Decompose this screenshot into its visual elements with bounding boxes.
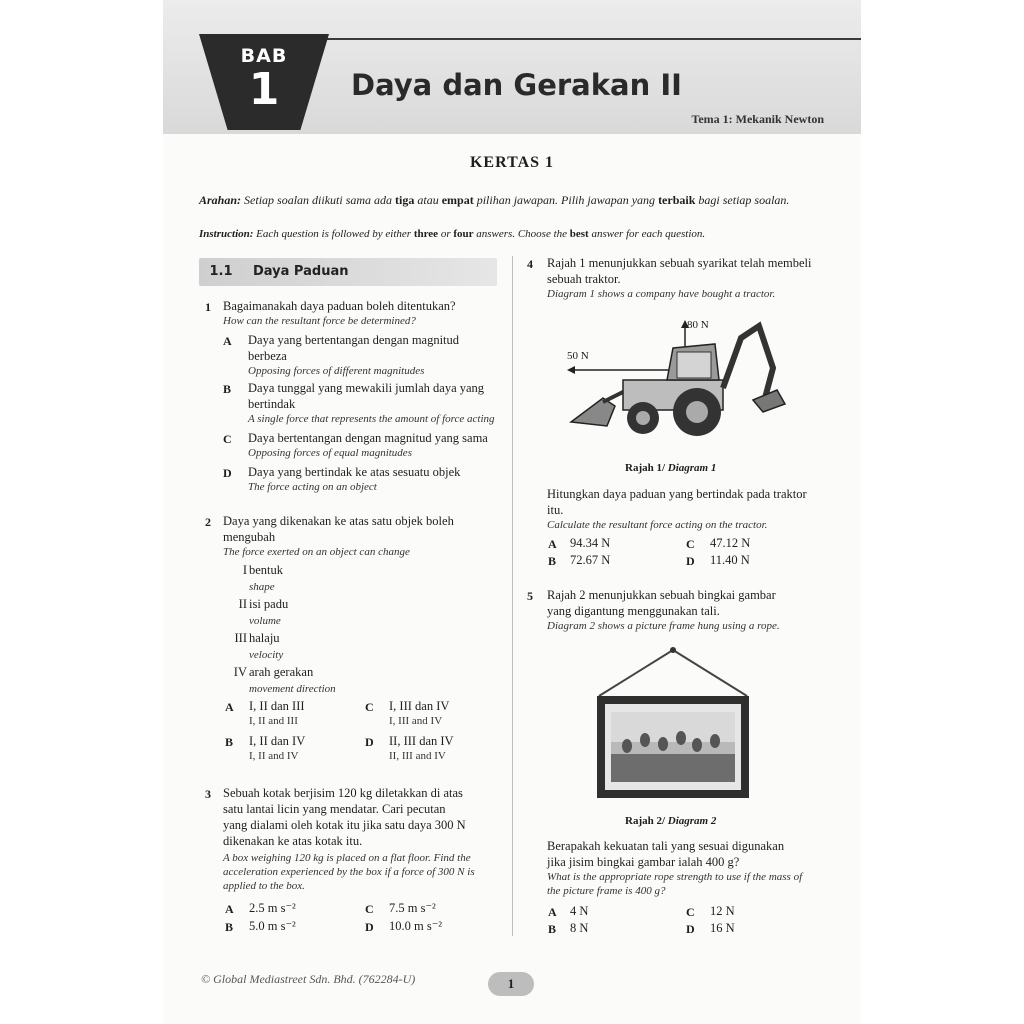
option-letter: D xyxy=(365,920,374,934)
option-a xyxy=(248,332,500,378)
statement-text: arah gerakan xyxy=(249,665,314,679)
statement-item xyxy=(249,596,449,628)
question-3 xyxy=(223,785,501,893)
roman-numeral: IV xyxy=(233,665,247,679)
option-letter: C xyxy=(223,432,232,446)
option-text: Daya tunggal yang mewakili jumlah daya yang xyxy=(248,381,485,395)
option-text-english: The force acting on an object xyxy=(248,481,377,493)
statement-text-english: shape xyxy=(249,581,275,593)
rope-right xyxy=(673,650,747,696)
statement-item xyxy=(249,664,449,696)
option-letter: C xyxy=(365,902,374,916)
option-c: 7.5 m s⁻² xyxy=(389,901,436,915)
option-letter: C xyxy=(686,537,695,551)
question-text: jika jisim bingkai gambar ialah 400 g? xyxy=(547,855,740,869)
statement-text: halaju xyxy=(249,631,280,645)
instructions-emphasis: best xyxy=(569,228,589,240)
option-d: 16 N xyxy=(710,921,735,935)
instructions-emphasis: tiga xyxy=(395,193,415,207)
instructions-english-label: Instruction: xyxy=(199,228,254,240)
option-letter: B xyxy=(225,920,234,934)
question-number: 5 xyxy=(527,589,533,603)
question-5-prompt xyxy=(547,838,827,898)
option-d xyxy=(389,733,501,763)
question-text-english: The force exerted on an object can change xyxy=(223,546,410,558)
option-text-english: II, III and IV xyxy=(389,750,446,762)
instructions-text: bagi setiap soalan. xyxy=(698,193,790,207)
nail xyxy=(670,647,676,653)
section-name: Daya Paduan xyxy=(253,264,349,279)
force-label-left: 50 N xyxy=(567,350,589,362)
option-letter: B xyxy=(548,922,557,936)
question-text: Rajah 1 menunjukkan sebuah syarikat telah membeli xyxy=(547,256,812,270)
question-text-english: A box weighing 120 kg is placed on a flat floor. Find the xyxy=(223,852,471,864)
question-text: dikenakan ke atas kotak itu. xyxy=(223,834,363,848)
option-b xyxy=(248,380,500,426)
column-divider xyxy=(512,256,513,936)
document-page xyxy=(163,0,861,1024)
question-5 xyxy=(547,587,827,633)
question-text-english: How can the resultant force be determined? xyxy=(223,315,416,327)
paper-title: KERTAS 1 xyxy=(469,154,555,171)
question-text: Hitungkan daya paduan yang bertindak pada traktor xyxy=(547,487,807,501)
option-letter: D xyxy=(365,735,374,749)
option-a: 4 N xyxy=(570,904,589,918)
instructions-text: or xyxy=(440,228,451,240)
force-label-up: 80 N xyxy=(687,319,709,331)
option-text: Daya yang bertentangan dengan magnitud xyxy=(248,333,460,347)
option-text: berbeza xyxy=(248,349,287,363)
cab-window xyxy=(677,352,711,378)
tractor-diagram xyxy=(563,318,793,448)
instructions-malay-label: Arahan: xyxy=(199,193,242,207)
option-text-english: I, III and IV xyxy=(389,715,443,727)
question-text: Berapakah kekuatan tali yang sesuai digunakan xyxy=(547,839,785,853)
option-text: Daya bertentangan dengan magnitud yang sama xyxy=(248,431,488,445)
question-text: Bagaimanakah daya paduan boleh ditentukan? xyxy=(223,299,456,313)
publisher-credit: © Global Mediastreet Sdn. Bhd. (762284-U) xyxy=(201,972,416,986)
option-letter: A xyxy=(225,902,234,916)
instructions-text: pilihan jawapan. Pilih jawapan yang xyxy=(476,193,656,207)
photo-foliage xyxy=(611,754,735,782)
section-number: 1.1 xyxy=(209,264,233,279)
option-text-english: I, II and IV xyxy=(249,750,299,762)
instructions-emphasis: four xyxy=(453,228,474,240)
question-text-english: acceleration experienced by the box if a force of 300 N is xyxy=(223,866,475,878)
question-4 xyxy=(547,255,827,301)
option-b xyxy=(249,733,359,763)
question-text: satu lantai licin yang mendatar. Cari pecutan xyxy=(223,802,446,816)
instructions-text: Setiap soalan diikuti sama ada xyxy=(244,193,393,207)
roman-numeral: III xyxy=(234,631,247,645)
option-b: 8 N xyxy=(570,921,589,935)
option-c: 47.12 N xyxy=(710,536,751,550)
question-number: 1 xyxy=(205,300,211,314)
force-arrowhead-left xyxy=(567,366,575,374)
option-letter: D xyxy=(686,922,695,936)
backhoe-bucket xyxy=(753,390,785,412)
option-d xyxy=(248,464,500,494)
question-text: Sebuah kotak berjisim 120 kg diletakkan di atas xyxy=(223,786,463,800)
option-letter: B xyxy=(223,382,232,396)
page-number: 1 xyxy=(488,972,534,996)
option-text-english: A single force that represents the amount of force acting xyxy=(248,413,495,425)
statement-text-english: volume xyxy=(249,615,281,627)
option-letter: A xyxy=(223,334,232,348)
roman-numeral: II xyxy=(238,597,247,611)
loader-bucket xyxy=(571,398,615,426)
statement-text: isi padu xyxy=(249,597,289,611)
figure-caption xyxy=(625,462,716,474)
question-text-english: What is the appropriate rope strength to use if the mass of xyxy=(547,871,803,883)
instructions-text: answers. Choose the xyxy=(476,228,568,240)
rope-left xyxy=(599,650,673,696)
picture-frame-diagram xyxy=(593,642,753,802)
header-rule xyxy=(323,38,861,40)
question-number: 2 xyxy=(205,515,211,529)
option-letter: B xyxy=(225,735,234,749)
question-text: yang digantung menggunakan tali. xyxy=(547,604,720,618)
question-number: 4 xyxy=(527,257,533,271)
instructions-emphasis: empat xyxy=(441,193,474,207)
option-a: 94.34 N xyxy=(570,536,611,550)
chapter-theme: Tema 1: Mekanik Newton xyxy=(691,112,824,126)
question-text: Daya yang dikenakan ke atas satu objek boleh xyxy=(223,514,454,528)
instructions-text: answer for each question. xyxy=(591,228,706,240)
question-text: mengubah xyxy=(223,530,276,544)
statement-text-english: movement direction xyxy=(249,683,336,695)
instructions-emphasis: three xyxy=(413,228,439,240)
option-letter: D xyxy=(223,466,232,480)
option-d: 10.0 m s⁻² xyxy=(389,919,443,933)
section-header xyxy=(199,258,497,286)
question-text: Rajah 2 menunjukkan sebuah bingkai gambar xyxy=(547,588,776,602)
statement-item xyxy=(249,562,449,594)
option-letter: A xyxy=(548,905,557,919)
instructions-text: Each question is followed by either xyxy=(256,228,412,240)
option-letter: B xyxy=(548,554,557,568)
option-text: Daya yang bertindak ke atas sesuatu objek xyxy=(248,465,461,479)
option-text-english: Opposing forces of different magnitudes xyxy=(248,365,425,377)
question-text: sebuah traktor. xyxy=(547,272,621,286)
option-c: 12 N xyxy=(710,904,735,918)
option-c xyxy=(389,698,501,728)
question-text-english: applied to the box. xyxy=(223,880,305,892)
figure-caption xyxy=(625,815,716,827)
backhoe-arm xyxy=(723,326,773,398)
question-2 xyxy=(223,513,501,559)
option-letter: D xyxy=(686,554,695,568)
question-1 xyxy=(223,298,501,328)
option-d: 11.40 N xyxy=(710,553,750,567)
option-text: II, III dan IV xyxy=(389,734,454,748)
statement-item xyxy=(249,630,449,662)
option-text-english: I, II and III xyxy=(249,715,298,727)
question-text: yang dialami oleh kotak itu jika satu daya 300 N xyxy=(223,818,466,832)
option-text-english: Opposing forces of equal magnitudes xyxy=(248,447,412,459)
front-wheel-hub xyxy=(636,411,650,425)
chapter-title: Daya dan Gerakan II xyxy=(351,68,682,102)
option-c xyxy=(248,430,500,460)
rear-wheel-hub xyxy=(686,401,708,423)
instructions-english xyxy=(199,226,823,242)
question-4-prompt xyxy=(547,486,827,532)
question-text-english: Diagram 2 shows a picture frame hung using a rope. xyxy=(547,620,780,632)
statement-text-english: velocity xyxy=(249,649,284,661)
question-text-english: Calculate the resultant force acting on the tractor. xyxy=(547,519,768,531)
instructions-malay xyxy=(199,192,823,208)
question-text-english: Diagram 1 shows a company have bought a tractor. xyxy=(547,288,776,300)
option-letter: A xyxy=(225,700,234,714)
option-text: I, II dan III xyxy=(249,699,305,713)
option-letter: C xyxy=(365,700,374,714)
instructions-text: atau xyxy=(417,193,439,207)
option-text: bertindak xyxy=(248,397,296,411)
option-b: 5.0 m s⁻² xyxy=(249,919,296,933)
option-letter: C xyxy=(686,905,695,919)
option-text: I, II dan IV xyxy=(249,734,306,748)
caption-english: Diagram 2 xyxy=(667,815,717,827)
option-letter: A xyxy=(548,537,557,551)
option-a: 2.5 m s⁻² xyxy=(249,901,296,915)
instructions-emphasis: terbaik xyxy=(658,193,696,207)
question-text-english: the picture frame is 400 g? xyxy=(547,885,666,897)
caption-english: Diagram 1 xyxy=(667,462,717,474)
chapter-badge-number: 1 xyxy=(248,64,280,115)
chapter-header xyxy=(163,0,861,134)
option-b: 72.67 N xyxy=(570,553,611,567)
caption-malay: Rajah 2/ xyxy=(625,815,666,827)
question-text: itu. xyxy=(547,503,564,517)
question-number: 3 xyxy=(205,787,211,801)
option-text: I, III dan IV xyxy=(389,699,450,713)
option-a xyxy=(249,698,359,728)
caption-malay: Rajah 1/ xyxy=(625,462,666,474)
statement-text: bentuk xyxy=(249,563,284,577)
chapter-badge-word: BAB xyxy=(240,45,288,67)
roman-numeral: I xyxy=(242,563,247,577)
